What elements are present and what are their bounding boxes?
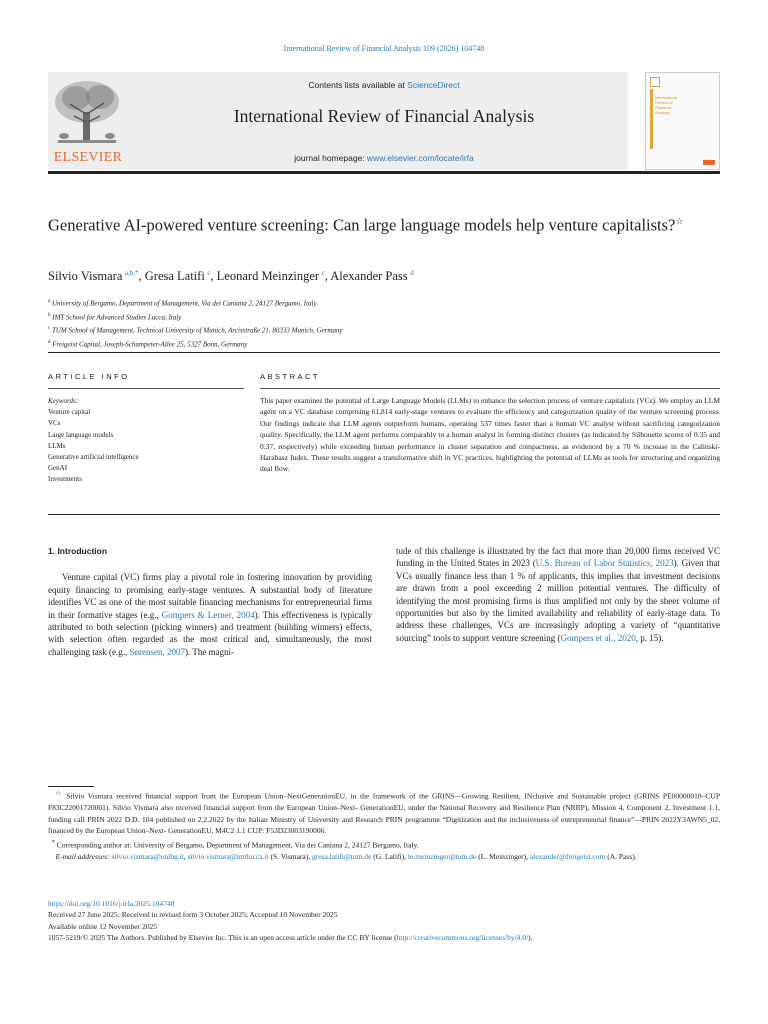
- footnote-rule: [48, 786, 94, 787]
- author-name[interactable]: Leonard Meinzinger: [216, 269, 320, 284]
- email-link[interactable]: silvio.vismara@unibg.it: [111, 851, 184, 861]
- cover-title-line: Analysis: [655, 110, 670, 115]
- body-column-left: [48, 545, 372, 658]
- author-affil-sup[interactable]: d: [410, 269, 414, 277]
- affil-sup: a: [48, 299, 51, 304]
- email-link[interactable]: silvio.vismara@imtlucca.it: [187, 851, 269, 861]
- affiliations-rule: [48, 352, 720, 353]
- journal-cover-thumbnail[interactable]: [645, 72, 720, 170]
- article-title: [48, 211, 688, 236]
- text-run: ,: [183, 851, 188, 861]
- text-run: ). The magni-: [184, 646, 235, 657]
- citation-link[interactable]: Sørensen, 2007: [129, 646, 185, 657]
- intro-paragraph: [48, 571, 372, 658]
- text-run: (G. Latifi),: [371, 851, 408, 861]
- article-metadata: [48, 898, 720, 944]
- email-link[interactable]: gresa.latifi@tum.de: [311, 851, 372, 861]
- license-line: [48, 932, 720, 943]
- abstract-rule: [260, 388, 720, 389]
- text-run: (L. Meinzinger),: [476, 851, 529, 861]
- author-affil-sup[interactable]: a,b,*: [124, 269, 139, 277]
- citation-link[interactable]: Gompers et al., 2020: [560, 632, 636, 643]
- journal-title: International Review of Financial Analysis: [233, 106, 535, 126]
- footnote-mark: *: [51, 838, 55, 846]
- header-rule: [48, 171, 720, 174]
- affil-text: University of Bergamo, Department of Management, Via dei Caniana 2, 24127 Bergamo, Italy: [51, 299, 317, 308]
- article-info-heading: ARTICLE INFO: [48, 372, 130, 381]
- affiliation-item: [48, 323, 720, 337]
- email-link[interactable]: alexander@freigeist.com: [529, 851, 606, 861]
- funding-footnote: [48, 788, 720, 837]
- license-link[interactable]: http://creativecommons.org/licenses/by/4.0/: [396, 933, 529, 943]
- affiliation-item: [48, 310, 720, 324]
- received-dates: Received 27 June 2025; Received in revised form 3 October 2025; Accepted 10 November 2025: [48, 910, 338, 920]
- intro-paragraph-continued: [396, 545, 720, 644]
- cover-title-line: Financial: [655, 105, 672, 110]
- footnote-mark: ☆: [55, 790, 63, 797]
- email-link[interactable]: le.meinzinger@tum.de: [407, 851, 477, 861]
- footnotes: [48, 788, 720, 863]
- cover-publisher-logo: [703, 160, 715, 165]
- email-label: E-mail addresses:: [55, 851, 110, 861]
- text-run: (A. Pass).: [605, 851, 637, 861]
- footnote-text: Corresponding author at: University of Bergamo, Department of Management, Via dei Caniana 2, 24127 Bergamo, Italy.: [56, 840, 419, 850]
- section-heading: 1. Introduction: [48, 546, 108, 556]
- cover-title: [655, 95, 677, 115]
- keyword-item: VCs: [48, 419, 61, 428]
- keywords-label: Keywords:: [48, 397, 79, 405]
- body-column-right: [396, 545, 720, 644]
- cover-title-line: Review of: [655, 100, 673, 105]
- footnote-text: Silvio Vismara received financial support from the European Union–NextGenerationEU, in the framework of the GRINS—Growing Resilient, INclusive and Sustainable project (GRINS PE00000018–CUP F83C22001720001). Silvio Vismara also received financial support from the European Union–Next- GenerationEU, under the National Recovery and Resilience Plan (NRRP), Mission 4, Component 2, Investment 1.1, funding call PRIN 2022 D.D. 104 published on 2.2.2022 by the Italian Ministry of University and Research PRIN programme “Digitization and the inclusiveness of entrepreneurial finance”—PRIN 2022Y3AWN5_02, financed by the European Union–Next- GenerationEU, M4C2 1.1 CUP: F53D23003190006.: [48, 791, 721, 836]
- cover-badge-icon: [650, 77, 660, 87]
- homepage-prefix: journal homepage:: [294, 153, 367, 163]
- elsevier-wordmark: ELSEVIER: [53, 150, 123, 165]
- author-affil-sup[interactable]: c: [207, 269, 211, 277]
- affil-sup: c: [48, 326, 51, 332]
- contents-prefix: Contents lists available at: [308, 80, 408, 90]
- title-footnote-mark[interactable]: ☆: [675, 216, 684, 226]
- affiliation-item: [48, 337, 720, 351]
- keywords-block: [48, 396, 244, 486]
- corresponding-footnote: [48, 837, 720, 851]
- affil-text: Freigeist Capital, Joseph-Schumpeter-Allee 25, 5327 Bonn, Germany: [52, 340, 248, 349]
- cover-accent-bar: [650, 89, 653, 149]
- text-run: 1057-5219/© 2025 The Authors. Published by Elsevier Inc. This is an open access article under the CC BY license (: [48, 933, 397, 943]
- author-list: Silvio Vismara $^{a,b,*}$, Gresa Latifi $^c$, Leonard Meinzinger $^c$, Alexander Pass $^d$: [48, 269, 414, 284]
- text-run: Venture capital (VC) firms play a pivotal role in fostering innovation by providing equity financing to promising early-stage ventures. A substantial body of literature identifies VC as one of the most suitable financing mechanisms for entrepreneurial firms in their formative stages (e.g.,: [48, 572, 372, 620]
- abstract-text: This paper examines the potential of Large Language Models (LLMs) to enhance the selection process of venture capitalists (VCs). We employ an LLM agent on a VC database comprising 61,814 early-stage ventures to evaluate the efficiency and categorization quality of the venture screening process. Our findings indicate that LLM agents outperform humans, operating 537 times faster than a human VC analyst without sacrificing categorization quality. Specifically, the LLM agent performs comparably to a human analyst in forming distinct clusters (as indicated by Silhouette scores of 0.35 and 0.37, respectively) while exceeding human performance in cluster separation and compactness, as evidenced by a 70 % increase in the Calinski-Harabasz Index. These results suggest a transformative shift in VC practices, highlighting the potential of LLMs as tools for structuring and organizing deal flow.: [260, 396, 720, 474]
- affil-sup: b: [48, 312, 51, 318]
- keyword-item: Large language models: [48, 430, 114, 439]
- available-online: Available online 12 November 2025: [48, 921, 157, 931]
- author-name[interactable]: Alexander Pass: [330, 269, 408, 284]
- text-run: , p. 15).: [635, 632, 664, 643]
- affiliations: [48, 296, 720, 351]
- keyword-item: Venture capital: [48, 408, 91, 417]
- author-name[interactable]: Gresa Latifi: [144, 269, 205, 284]
- article-title-text: Generative AI-powered venture screening: Can large language models help venture capitalists?: [48, 215, 676, 235]
- email-footnote: [48, 851, 720, 863]
- journal-citation[interactable]: International Review of Financial Analysis 109 (2026) 104748: [283, 44, 485, 53]
- keyword-item: GenAI: [48, 464, 68, 473]
- doi-link[interactable]: https://doi.org/10.1016/j.irfa.2025.104748: [48, 899, 175, 908]
- abstract-heading: ABSTRACT: [260, 372, 321, 381]
- abstract-bottom-rule: [48, 514, 720, 515]
- cover-title-line: International: [655, 95, 678, 100]
- text-run: ). This effectiveness is typically attributed to both selection (picking winners) and treatment (building winners) effects, with selection often regarded as the most critical and, simultaneously, the most challenging task (e.g.,: [48, 609, 373, 657]
- affil-sup: d: [48, 340, 51, 346]
- keyword-item: Generative artificial intelligence: [48, 453, 139, 462]
- homepage-link[interactable]: www.elsevier.com/locate/irfa: [367, 153, 474, 163]
- sciencedirect-link[interactable]: ScienceDirect: [407, 80, 460, 90]
- author-name[interactable]: Silvio Vismara: [48, 269, 123, 284]
- keyword-item: LLMs: [48, 441, 66, 450]
- article-info-rule: [48, 388, 244, 389]
- author-affil-sup[interactable]: c: [321, 269, 325, 277]
- citation-link[interactable]: U.S. Bureau of Labor Statistics, 2023: [535, 558, 674, 569]
- keyword-item: Investments: [48, 475, 82, 484]
- text-run: tude of this challenge is illustrated by the fact that more than 20,000 firms received VC funding in the United States in 2023 (: [396, 546, 720, 569]
- affiliation-item: [48, 296, 720, 310]
- text-run: ). Given that VCs usually finance less than 1 % of applicants, this implies that investment decisions are drawn from a pool exceeding 2 million potential ventures. The difficulty of identifying the most promising firms is thus amplified not only by the sheer volume of opportunities but also by the limited availability and reliability of early-stage data. To address these challenges, VCs are increasingly adopting a variety of “quantitative sourcing” tools to support venture screening (: [396, 558, 720, 643]
- citation-link[interactable]: Gompers & Lerner, 2004: [161, 609, 255, 620]
- affil-text: IMT School for Advanced Studies Lucca, Italy: [52, 313, 182, 322]
- text-run: (S. Vismara),: [268, 851, 312, 861]
- affil-text: TUM School of Management, Technical University of Munich, Arcisstraße 21, 80333 Munich, Germany: [51, 326, 343, 335]
- text-run: ).: [528, 933, 533, 943]
